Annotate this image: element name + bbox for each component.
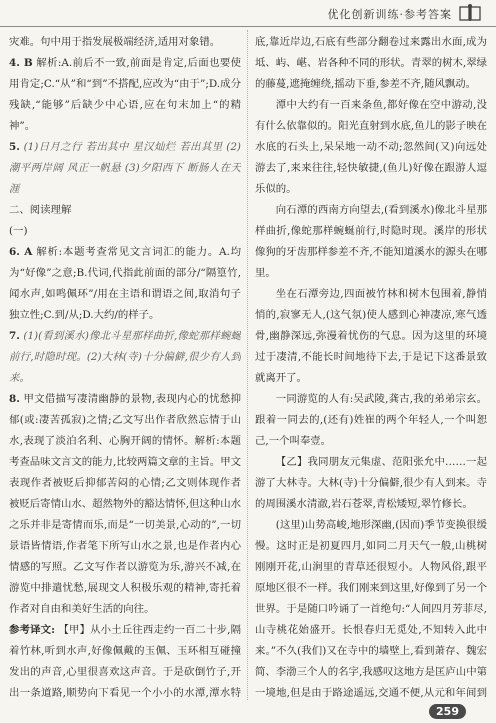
item-text: (1)日月之行 若出其中 星汉灿烂 若出其里 (2)潮平两岸阔 风正一帆悬 (3)夕阳西下 断肠人在天涯 bbox=[9, 141, 241, 195]
answer-item bbox=[9, 620, 241, 700]
text-paragraph bbox=[255, 95, 487, 200]
section-heading bbox=[9, 200, 241, 221]
item-number: 6. A bbox=[9, 246, 33, 258]
left-column bbox=[9, 32, 241, 700]
item-text: 甲文借描写凄清幽静的景物,表现内心的忧愁抑郁(或:凄苦孤寂)之情;乙文写出作者欣然忘情于山水,表现了淡泊名利、心胸开阔的情怀。解析:本题考查品味文言文的能力,比较两篇文章的主旨。甲文表现作者被贬后抑郁苦闷的心情;乙文则体现作者被贬后寄情山水、超然物外的豁达情怀,但这种山水之乐并非是寄情而乐,而是“一切美景,心动的”,一切景语皆情语,作者笔下所写山水之景,也是作者内心情感的写照。乙文写作者以游览为乐,游兴不减,在游览中排遣忧愁,展现文人积极乐观的精神,寄托着作者对自由和美好生活的向往。 bbox=[9, 393, 241, 615]
item-text: 【乙】我同朋友元集虚、范阳张允中……一起游了大林寺。大林(寺)十分偏僻,很少有人到来。寺的周围溪水清澈,岩石苍翠,青松矮短,翠竹修长。 bbox=[255, 456, 487, 510]
item-text: (这里)山势高峻,地形深幽,(因而)季节变换很缓慢。这时正是初夏四月,如同二月天气一般,山桃树刚刚开花,山涧里的青草还很短小。人物风俗,跟平原地区很不一样。我们刚来到这里,好像到了另一个世界。于是随口吟诵了一首绝句:“人间四月芳菲尽,山寺桃花始盛开。长恨春归无觅处,不知转入此中来。”不久(我们)又在寺中的墙壁上,看到萧存、魏宏简、李渤三个人的名字,我感叹这地方是匡庐山中第一境地,但是由于路途遥远,交通不便,从元和年间到 bbox=[255, 519, 487, 699]
item-text: 坐在石潭旁边,四面被竹林和树木包围着,静悄悄的,寂寥无人,(这气氛)使人感到心神凄凉,寒气透骨,幽静深远,弥漫着忧伤的气息。因为这里的环境过于凄清,不能长时间地待下去,于是记下这番景致就离开了。 bbox=[255, 288, 487, 384]
item-text: 底,靠近岸边,石底有些部分翻卷过来露出水面,成为坻、屿、嵁、岩各种不同的形状。青翠的树木,翠绿的藤蔓,遮掩缠绕,摇动下垂,参差不齐,随风飘动。 bbox=[255, 36, 487, 90]
item-text: 一同游览的人有:吴武陵,龚古,我的弟弟宗玄。跟着一同去的,(还有)姓崔的两个年轻人,一个叫恕己,一个叫奉壹。 bbox=[255, 393, 487, 447]
item-text: 潭中大约有一百来条鱼,都好像在空中游动,没有什么依靠似的。阳光直射到水底,鱼儿的影子映在水底的石头上,呆呆地一动不动;忽然间(又)向远处游去了,来来往往,轻快敏捷,(鱼儿)好像在跟游人逗乐似的。 bbox=[255, 99, 487, 195]
item-text: 解析:A.前后不一致,前面是肯定,后面也要使用肯定;C.“从”和“到”不搭配,应改为“由于”;D.成分残缺,“能够”后缺少中心语,应在句末加上“的精神”。 bbox=[9, 57, 241, 132]
item-text: 解析:本题考查常见文言词汇的能力。A.均为“好像”之意;B.代词,代指此前面的部分/“隔篁竹,闻水声,如鸣佩环”/用在主语和谓语之间,取消句子独立性;C.到/从;D.大约/的样子。 bbox=[9, 246, 241, 321]
answer-item bbox=[9, 137, 241, 200]
answer-item bbox=[9, 389, 241, 620]
section-heading bbox=[9, 221, 241, 242]
text-paragraph bbox=[255, 452, 487, 515]
item-number: 4. B bbox=[9, 57, 33, 69]
item-text: 灾难。句中用于指发展极端经济,适用对象错。 bbox=[9, 36, 221, 48]
text-paragraph bbox=[255, 32, 487, 95]
text-paragraph bbox=[255, 515, 487, 700]
column-divider bbox=[247, 30, 248, 700]
answer-item bbox=[9, 242, 241, 326]
right-column bbox=[255, 32, 487, 700]
text-paragraph bbox=[255, 389, 487, 452]
item-number: 8. bbox=[9, 393, 20, 405]
text-paragraph bbox=[255, 200, 487, 284]
answer-item bbox=[9, 53, 241, 137]
text-paragraph bbox=[255, 284, 487, 389]
item-number: 7. bbox=[9, 330, 20, 342]
answer-item bbox=[9, 326, 241, 389]
book-logo-icon bbox=[458, 3, 482, 23]
item-text: 二、阅读理解 bbox=[9, 204, 72, 216]
item-text: (一) bbox=[9, 225, 28, 237]
page-header bbox=[0, 0, 496, 27]
page-number: 259 bbox=[429, 704, 466, 719]
item-number: 5. bbox=[9, 141, 20, 153]
item-number: 参考译文: bbox=[9, 624, 56, 636]
item-text: (1)(看到溪水)像北斗星那样曲折,像蛇那样蜿蜒前行,时隐时现。(2)大林(寺)十分偏僻,很少有人到来。 bbox=[9, 330, 241, 384]
item-text: 向石潭的西南方向望去,(看到溪水)像北斗星那样曲折,像蛇那样蜿蜒前行,时隐时现。溪岸的形状像狗的牙齿那样参差不齐,不能知道溪水的源头在哪里。 bbox=[255, 204, 487, 279]
text-paragraph bbox=[9, 32, 241, 53]
item-text: 【甲】从小土丘往西走约一百二十步,隔着竹林,听到水声,好像佩戴的玉佩、玉环相互碰撞发出的声音,心里很喜欢这声音。于是砍倒竹子,开出一条道路,顺势向下看见一个小小的水潭,潭水特 bbox=[9, 624, 241, 699]
header-title: 优化创新训练·参考答案 bbox=[327, 8, 452, 21]
